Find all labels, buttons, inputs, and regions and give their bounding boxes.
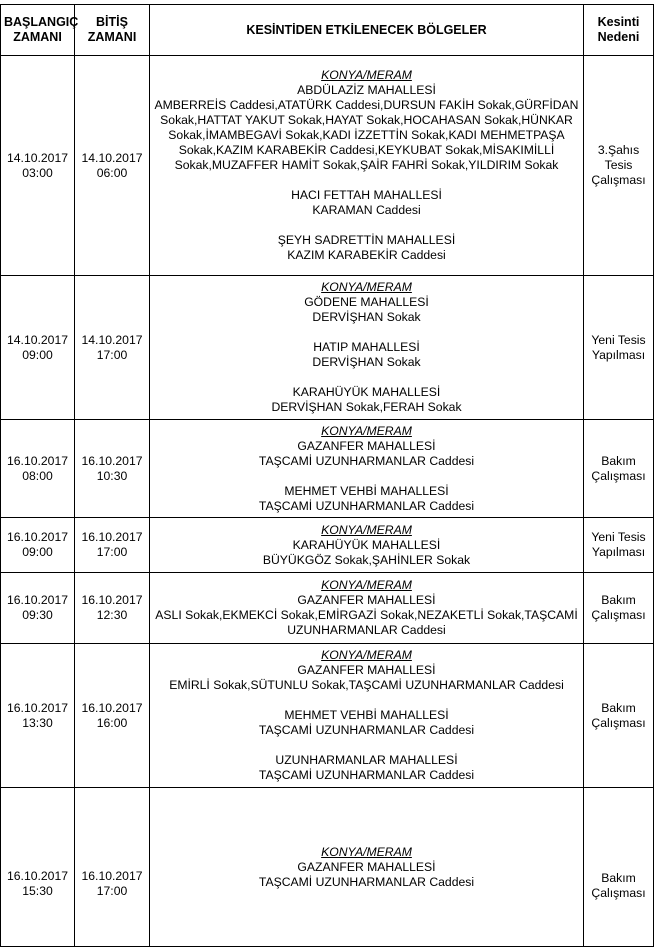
header-reason: Kesinti Nedeni (584, 5, 654, 56)
district-label: KONYA/MERAM (321, 68, 412, 82)
district-label: KONYA/MERAM (321, 423, 412, 438)
street-list: DERVİŞHAN Sokak (312, 355, 421, 369)
start-date: 14.10.2017 (7, 332, 68, 347)
reason-cell: Yeni Tesis Yapılması (584, 518, 654, 573)
neighborhood-name: ABDÜLAZİZ MAHALLESİ (297, 83, 436, 97)
start-cell (1, 518, 75, 573)
end-time: 17:00 (96, 884, 128, 898)
street-list: BÜYÜKGÖZ Sokak,ŞAHİNLER Sokak (262, 552, 471, 567)
end-date: 16.10.2017 (81, 453, 143, 468)
street-list: DERVİŞHAN Sokak (312, 310, 421, 324)
neighborhood-name: HATIP MAHALLESİ (313, 340, 420, 354)
end-date: 16.10.2017 (81, 593, 143, 607)
start-time: 09:00 (22, 347, 53, 362)
end-time: 16:00 (96, 715, 128, 730)
table-row (1, 573, 654, 644)
neighborhood-name: GAZANFER MAHALLESİ (297, 663, 436, 677)
header-row (1, 5, 654, 56)
end-cell (75, 56, 150, 276)
start-cell (1, 56, 75, 276)
neighborhood-name: MEHMET VEHBİ MAHALLESİ (284, 483, 449, 498)
district-label: KONYA/MERAM (321, 522, 412, 537)
table-body (1, 56, 654, 947)
block-gap (153, 218, 580, 233)
end-time: 17:00 (96, 545, 128, 559)
end-date: 16.10.2017 (81, 530, 143, 544)
end-cell (75, 276, 150, 420)
street-list: AMBERREİS Caddesi,ATATÜRK Caddesi,DURSUN FAKİH Sokak,GÜRFİDAN Sokak,HATTAT YAKUT Sokak,HAYAT Sokak,HOCAHASAN Sokak,HÜNKAR Sokak,İMAMBEGAVİ Sokak,KADI İZZETTİN Sokak,KADI MEHMETPAŞA Sokak,KAZIM KARABEKİR Caddesi,KEYKUBAT Sokak,MİSAKIMİLLİ Sokak,MUZAFFER HAMİT Sokak,ŞAİR FAHRİ Sokak,YILDIRIM Sokak (154, 98, 579, 172)
neighborhood-name: GAZANFER MAHALLESİ (297, 438, 436, 453)
table-row (1, 420, 654, 518)
street-list: EMİRLİ Sokak,SÜTUNLU Sokak,TAŞCAMİ UZUNHARMANLAR Caddesi (169, 678, 564, 692)
start-cell (1, 420, 75, 518)
district-label: KONYA/MERAM (321, 844, 412, 859)
regions-cell (150, 518, 584, 573)
end-cell (75, 644, 150, 788)
district-label: KONYA/MERAM (321, 578, 412, 592)
end-date: 14.10.2017 (81, 150, 143, 165)
street-list: TAŞCAMİ UZUNHARMANLAR Caddesi (258, 723, 475, 737)
neighborhood-name: HACI FETTAH MAHALLESİ (291, 188, 442, 202)
table-row (1, 56, 654, 276)
street-list: KAZIM KARABEKİR Caddesi (287, 248, 446, 262)
district-label: KONYA/MERAM (321, 280, 412, 294)
block-gap (153, 738, 580, 753)
end-time: 12:30 (96, 608, 128, 622)
neighborhood-name: MEHMET VEHBİ MAHALLESİ (284, 708, 449, 722)
end-date: 14.10.2017 (81, 332, 143, 347)
reason-cell: Bakım Çalışması (584, 573, 654, 644)
neighborhood-name: ŞEYH SADRETTİN MAHALLESİ (277, 233, 456, 247)
end-date: 16.10.2017 (81, 700, 143, 715)
outage-table (0, 4, 654, 947)
block-gap (153, 693, 580, 708)
end-cell (75, 788, 150, 947)
reason-cell: Bakım Çalışması (584, 788, 654, 947)
regions-cell (150, 420, 584, 518)
start-date: 16.10.2017 (7, 700, 68, 715)
start-cell (1, 644, 75, 788)
neighborhood-name: GÖDENE MAHALLESİ (304, 295, 429, 309)
header-regions: KESİNTİDEN ETKİLENECEK BÖLGELER (150, 5, 584, 56)
start-time: 08:00 (22, 468, 53, 483)
reason-cell: 3.Şahıs Tesis Çalışması (584, 56, 654, 276)
block-gap (153, 325, 580, 340)
regions-cell (150, 56, 584, 276)
header-end: BİTİŞ ZAMANI (75, 5, 150, 56)
table-row (1, 518, 654, 573)
end-time: 06:00 (96, 165, 128, 180)
start-date: 14.10.2017 (7, 150, 68, 165)
end-cell (75, 420, 150, 518)
reason-cell: Bakım Çalışması (584, 420, 654, 518)
regions-cell (150, 788, 584, 947)
table-row (1, 276, 654, 420)
neighborhood-name: GAZANFER MAHALLESİ (297, 593, 436, 607)
street-list: TAŞCAMİ UZUNHARMANLAR Caddesi (258, 453, 475, 468)
end-date: 16.10.2017 (81, 869, 143, 883)
reason-cell: Bakım Çalışması (584, 644, 654, 788)
start-time: 15:30 (22, 884, 53, 898)
start-date: 16.10.2017 (7, 593, 68, 607)
start-time: 09:00 (22, 545, 53, 559)
start-cell (1, 788, 75, 947)
block-gap (153, 173, 580, 188)
street-list: TAŞCAMİ UZUNHARMANLAR Caddesi (258, 874, 475, 889)
street-list: TAŞCAMİ UZUNHARMANLAR Caddesi (258, 498, 475, 513)
reason-cell: Yeni Tesis Yapılması (584, 276, 654, 420)
table-row (1, 788, 654, 947)
street-list: KARAMAN Caddesi (312, 203, 421, 217)
street-list: DERVİŞHAN Sokak,FERAH Sokak (271, 400, 462, 414)
regions-cell (150, 573, 584, 644)
start-cell (1, 573, 75, 644)
start-date: 16.10.2017 (7, 869, 68, 883)
street-list: TAŞCAMİ UZUNHARMANLAR Caddesi (258, 768, 475, 782)
neighborhood-name: GAZANFER MAHALLESİ (297, 859, 436, 874)
district-label: KONYA/MERAM (321, 648, 412, 662)
start-cell (1, 276, 75, 420)
table-row (1, 644, 654, 788)
start-date: 16.10.2017 (7, 530, 68, 544)
regions-cell (150, 644, 584, 788)
end-time: 10:30 (96, 468, 128, 483)
end-cell (75, 518, 150, 573)
end-cell (75, 573, 150, 644)
header-start: BAŞLANGIÇ ZAMANI (1, 5, 75, 56)
block-gap (153, 370, 580, 385)
neighborhood-name: UZUNHARMANLAR MAHALLESİ (275, 753, 458, 767)
street-list: ASLI Sokak,EKMEKCİ Sokak,EMİRGAZİ Sokak,NEZAKETLİ Sokak,TAŞCAMİ UZUNHARMANLAR Caddesi (155, 608, 578, 637)
start-time: 03:00 (22, 165, 53, 180)
neighborhood-name: KARAHÜYÜK MAHALLESİ (292, 537, 441, 552)
start-time: 13:30 (22, 715, 53, 730)
start-time: 09:30 (22, 608, 53, 622)
block-gap (153, 469, 580, 484)
start-date: 16.10.2017 (7, 453, 68, 468)
neighborhood-name: KARAHÜYÜK MAHALLESİ (292, 385, 441, 399)
end-time: 17:00 (96, 347, 128, 362)
regions-cell (150, 276, 584, 420)
